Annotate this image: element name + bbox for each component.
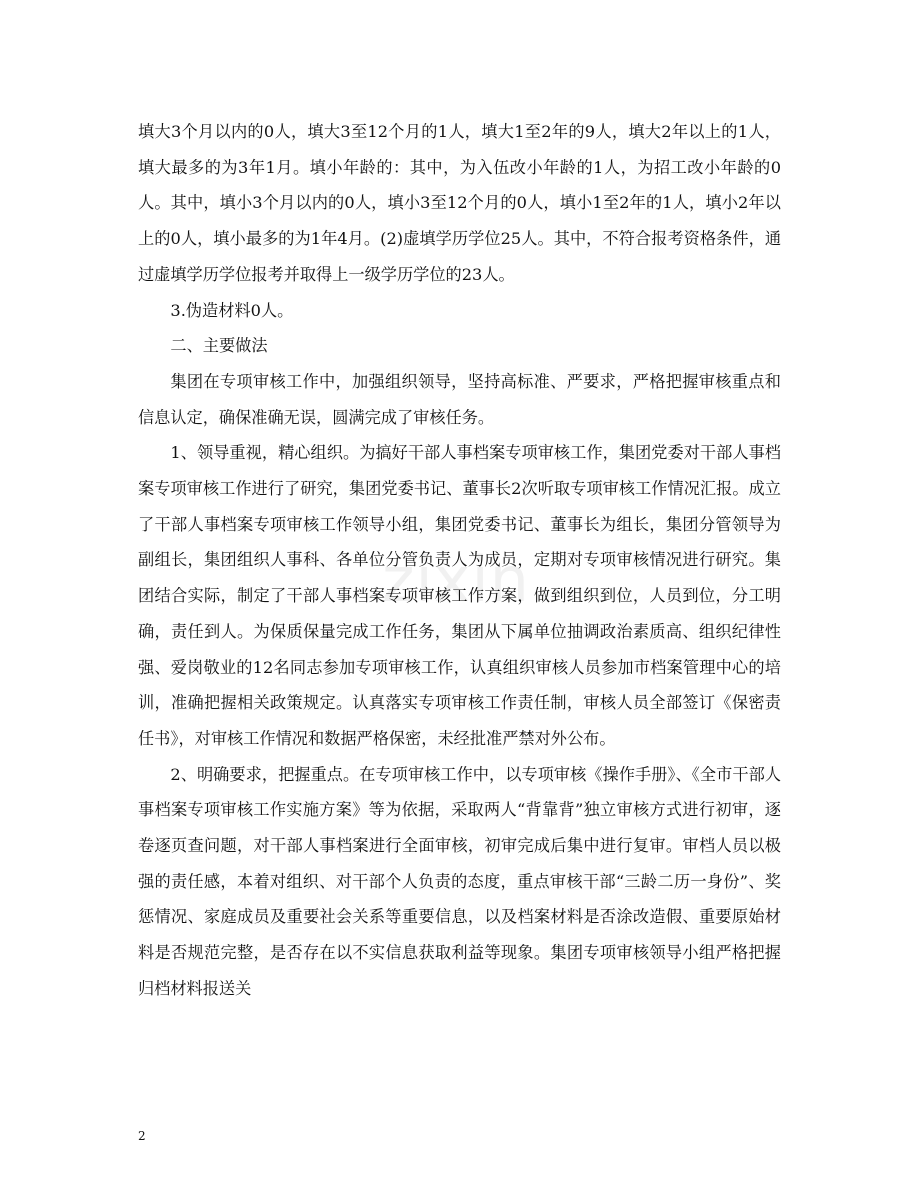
paragraph-leadership-organization: 1、领导重视，精心组织。为搞好干部人事档案专项审核工作，集团党委对干部人事档案专项审核工作进行了研究，集团党委书记、董事长2次听取专项审核工作情况汇报。成立了干部人事档案专项审核工作领导小组，集团党委书记、董事长为组长，集团分管领导为副组长，集团组织人事科、各单位分管负责人为成员，定期对专项审核情况进行研究。集团结合实际，制定了干部人事档案专项审核工作方案，做到组织到位，人员到位，分工明确，责任到人。为保质保量完成工作任务，集团从下属单位抽调政治素质高、组织纪律性强、爱岗敬业的12名同志参加专项审核工作，认真组织审核人员参加市档案管理中心的培训，准确把握相关政策规定。认真落实专项审核工作责任制，审核人员全部签订《保密责任书》，对审核工作情况和数据严格保密，未经批准严禁对外公布。 <box>138 443 781 748</box>
paragraph-requirements-focus: 2、明确要求，把握重点。在专项审核工作中，以专项审核《操作手册》、《全市干部人事档案专项审核工作实施方案》等为依据，采取两人“背靠背”独立审核方式进行初审，逐卷逐页查问题，对干部人事档案进行全面审核，初审完成后集中进行复审。审档人员以极强的责任感，本着对组织、对干部个人负责的态度，重点审核干部“三龄二历一身份”、奖惩情况、家庭成员及重要社会关系等重要信息，以及档案材料是否涂改造假、重要原始材料是否规范完整，是否存在以不实信息获取利益等现象。集团专项审核领导小组严格把握归档材料报送关 <box>138 764 781 998</box>
watermark-logo: zixin <box>382 543 530 616</box>
paragraph-forged-materials: 3.伪造材料0人。 <box>170 300 294 320</box>
document-body <box>138 114 781 1007</box>
section-heading-main-practices: 二、主要做法 <box>170 336 268 356</box>
paragraph-age-and-degree-statistics: 填大3个月以内的0人，填大3至12个月的1人，填大1至2年的9人，填大2年以上的1人，填大最多的为3年1月。填小年龄的：其中，为入伍改小年龄的1人，为招工改小年龄的0人。其中，填小3个月以内的0人，填小3至12个月的0人，填小1至2年的1人，填小2年以上的0人，填小最多的为1年4月。(2)虚填学历学位25人。其中，不符合报考资格条件，通过虚填学历学位报考并取得上一级学历学位的23人。 <box>138 122 782 284</box>
paragraph-group-overview: 集团在专项审核工作中，加强组织领导，坚持高标准、严要求，严格把握审核重点和信息认定，确保准确无误，圆满完成了审核任务。 <box>138 371 781 427</box>
page-number: 2 <box>138 1129 146 1143</box>
